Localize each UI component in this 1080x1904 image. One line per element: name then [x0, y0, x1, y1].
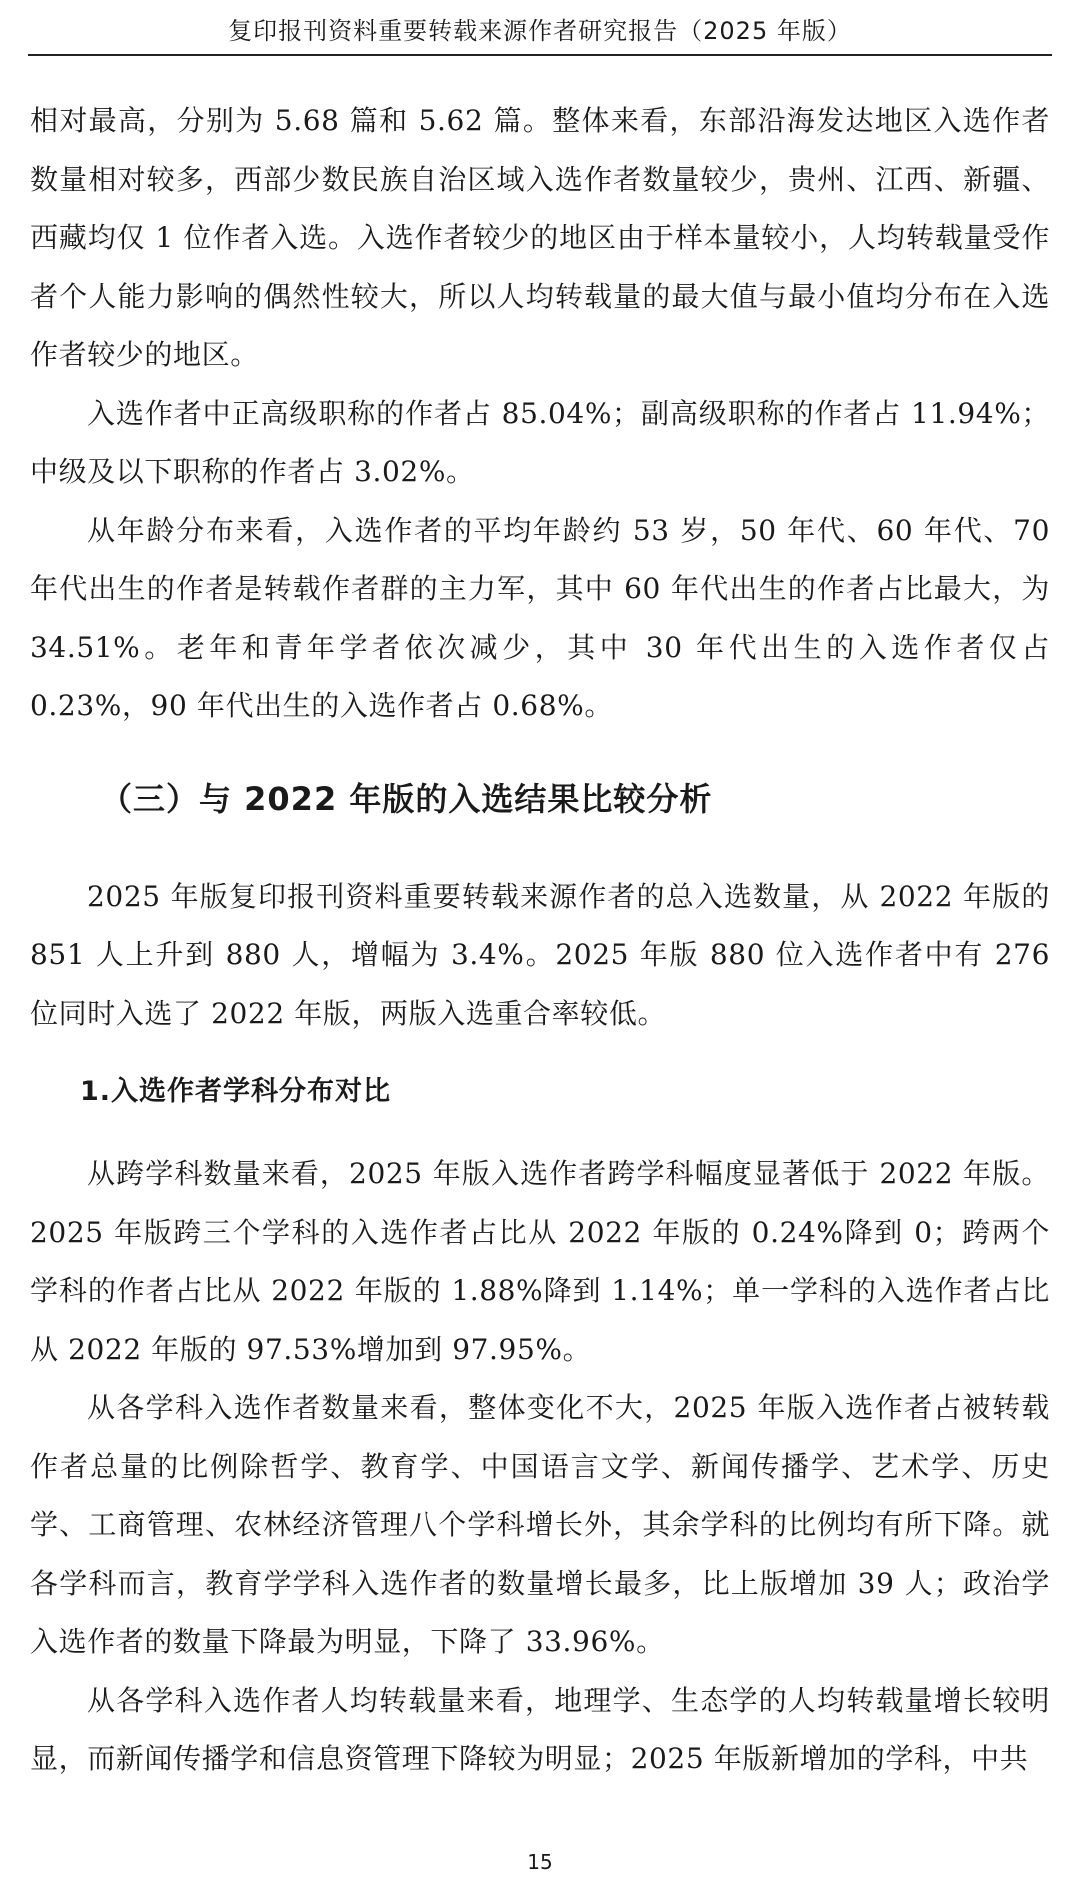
paragraph-age-distribution: 从年龄分布来看，入选作者的平均年龄约 53 岁，50 年代、60 年代、70 年代出生的作者是转载作者群的主力军，其中 60 年代出生的作者占比最大，为 34.51%。老年和青年学者依次减少，其中 30 年代出生的入选作者仅占 0.23%，90 年代出生的入选作者占 0.68%。: [30, 513, 1050, 722]
page-number: 15: [527, 1850, 553, 1874]
paragraph-cross-discipline: 从跨学科数量来看，2025 年版入选作者跨学科幅度显著低于 2022 年版。2025 年版跨三个学科的入选作者占比从 2022 年版的 0.24%降到 0；跨两个学科的作者占比从 2022 年版的 1.88%降到 1.14%；单一学科的入选作者占比从 2022 年版的 97.53%增加到 97.95%。: [30, 1157, 1050, 1366]
section-heading-comparison: （三）与 2022 年版的入选结果比较分析: [100, 779, 713, 818]
paragraph-professional-title: 入选作者中正高级职称的作者占 85.04%；副高级职称的作者占 11.94%；中级及以下职称的作者占 3.02%。: [30, 396, 1050, 488]
running-header: 复印报刊资料重要转载来源作者研究报告（2025 年版）: [228, 17, 852, 45]
paragraph-regional-distribution: 相对最高，分别为 5.68 篇和 5.62 篇。整体来看，东部沿海发达地区入选作者数量相对较多，西部少数民族自治区域入选作者数量较少，贵州、江西、新疆、西藏均仅 1 位作者入选。入选作者较少的地区由于样本量较小，人均转载量受作者个人能力影响的偶然性较大，所以人均转载量的最大值与最小值均分布在入选作者较少的地区。: [30, 104, 1050, 371]
body-text: [30, 92, 1050, 1789]
paragraph-discipline-count: 从各学科入选作者数量来看，整体变化不大，2025 年版入选作者占被转载作者总量的比例除哲学、教育学、中国语言文学、新闻传播学、艺术学、历史学、工商管理、农林经济管理八个学科增长外，其余学科的比例均有所下降。就各学科而言，教育学学科入选作者的数量增长最多，比上版增加 39 人；政治学入选作者的数量下降最为明显，下降了 33.96%。: [30, 1391, 1050, 1658]
header-rule: [28, 54, 1052, 56]
paragraph-total-count: 2025 年版复印报刊资料重要转载来源作者的总入选数量，从 2022 年版的 851 人上升到 880 人，增幅为 3.4%。2025 年版 880 位入选作者中有 276 位同时入选了 2022 年版，两版入选重合率较低。: [30, 879, 1050, 1030]
paragraph-per-capita-reprints: 从各学科入选作者人均转载量来看，地理学、生态学的人均转载量增长较明显，而新闻传播学和信息资管理下降较为明显；2025 年版新增加的学科，中共: [30, 1683, 1050, 1775]
subheading-discipline-distribution: 1.入选作者学科分布对比: [80, 1076, 392, 1107]
